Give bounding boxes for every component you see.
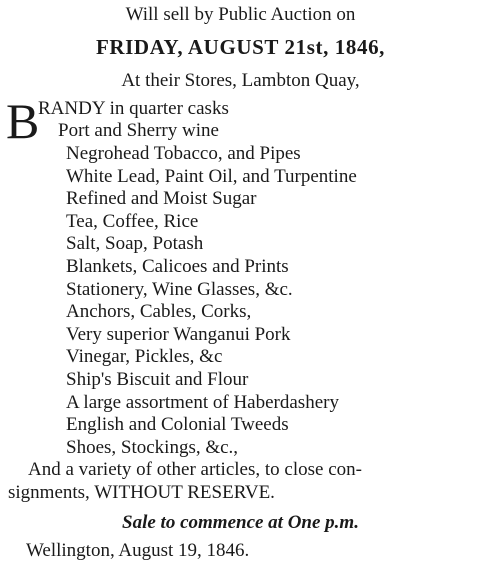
list-item: White Lead, Paint Oil, and Turpentine <box>66 166 357 187</box>
list-item: Vinegar, Pickles, &c <box>66 346 223 367</box>
list-item: Salt, Soap, Potash <box>66 233 204 254</box>
closing-line: And a variety of other articles, to close con- <box>28 459 362 480</box>
list-item: Very superior Wanganui Pork <box>66 324 291 345</box>
list-item: Refined and Moist Sugar <box>66 188 257 209</box>
list-item: RANDY in quarter casks <box>38 98 229 119</box>
list-item: Negrohead Tobacco, and Pipes <box>66 143 301 164</box>
list-item: A large assortment of Haberdashery <box>66 392 339 413</box>
sale-time: Sale to commence at One p.m. <box>122 512 359 533</box>
list-item: Tea, Coffee, Rice <box>66 211 199 232</box>
list-item: Shoes, Stockings, &c., <box>66 437 239 458</box>
list-item: English and Colonial Tweeds <box>66 414 289 435</box>
closing-line: signments, WITHOUT RESERVE. <box>8 482 275 503</box>
signoff: Wellington, August 19, 1846. <box>26 540 250 561</box>
location-line: At their Stores, Lambton Quay, <box>121 70 360 91</box>
list-item: Anchors, Cables, Corks, <box>66 301 252 322</box>
list-item: Port and Sherry wine <box>58 120 219 141</box>
date-headline: FRIDAY, AUGUST 21st, 1846, <box>95 35 386 59</box>
drop-cap: B <box>6 93 40 149</box>
list-item: Ship's Biscuit and Flour <box>66 369 249 390</box>
intro-line: Will sell by Public Auction on <box>125 4 356 25</box>
list-item: Blankets, Calicoes and Prints <box>66 256 289 277</box>
list-item: Stationery, Wine Glasses, &c. <box>66 279 293 300</box>
